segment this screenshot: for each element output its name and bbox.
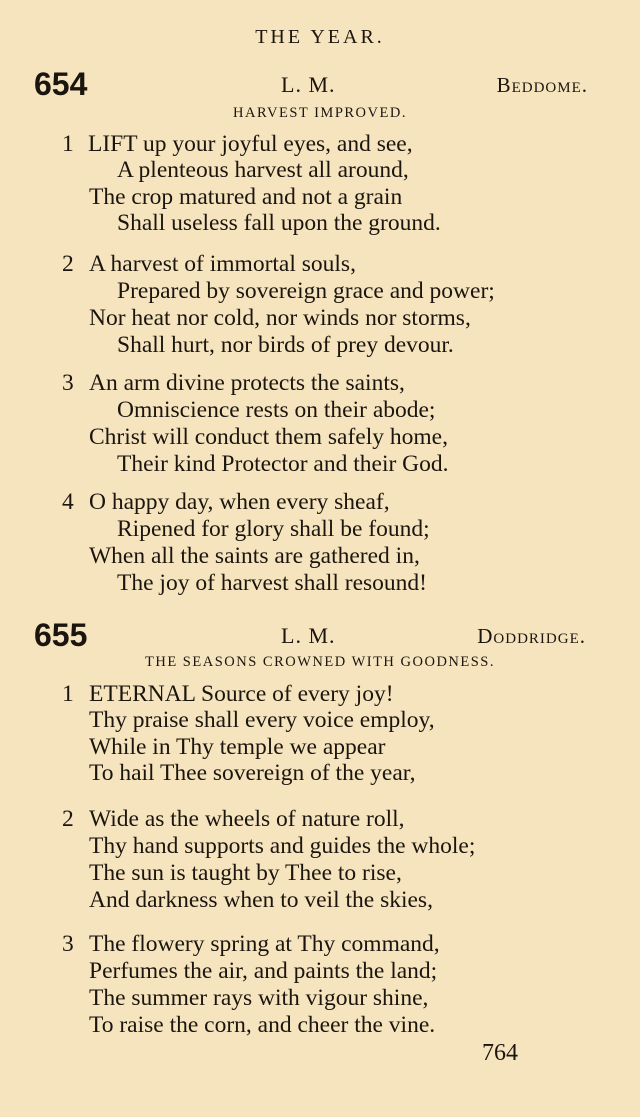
verse-line: Thy hand supports and guides the whole;: [89, 833, 476, 859]
verse-line: The sun is taught by Thee to rise,: [89, 860, 402, 886]
page-number: 764: [482, 1040, 518, 1066]
verse-line: O happy day, when every sheaf,: [89, 489, 390, 515]
running-head: THE YEAR.: [255, 26, 385, 48]
verse-line: And darkness when to veil the skies,: [89, 887, 433, 913]
verse-line: LIFT up your joyful eyes, and see,: [88, 131, 413, 157]
verse-number: 1: [62, 681, 74, 707]
hymn-meter: L. M.: [281, 72, 336, 97]
verse-number: 1: [62, 131, 74, 157]
verse-line: Prepared by sovereign grace and power;: [117, 278, 495, 304]
verse-line: Wide as the wheels of nature roll,: [89, 806, 405, 832]
verse-line: The joy of harvest shall resound!: [117, 570, 427, 596]
verse-line: ETERNAL Source of every joy!: [89, 681, 394, 707]
hymn-composer: Doddridge.: [477, 624, 586, 648]
verse-line: While in Thy temple we appear: [89, 734, 386, 760]
hymn-header: [0, 617, 640, 657]
hymn-header: [0, 66, 640, 106]
hymn-title: THE SEASONS CROWNED WITH GOODNESS.: [145, 654, 495, 670]
verse-number: 2: [62, 251, 74, 277]
verse-line: Nor heat nor cold, nor winds nor storms,: [89, 305, 471, 331]
verse-line: Shall useless fall upon the ground.: [117, 210, 441, 236]
hymn-composer: Beddome.: [496, 73, 588, 97]
verse-number: 4: [62, 489, 74, 515]
verse-line: The flowery spring at Thy command,: [89, 931, 440, 957]
verse-line: Thy praise shall every voice employ,: [89, 707, 435, 733]
verse-number: 2: [62, 806, 74, 832]
verse-line: A plenteous harvest all around,: [117, 157, 409, 183]
verse-number: 3: [62, 931, 74, 957]
verse-line: To hail Thee sovereign of the year,: [89, 760, 416, 786]
verse-line: Omniscience rests on their abode;: [117, 397, 436, 423]
hymn-title: HARVEST IMPROVED.: [233, 105, 407, 121]
verse-line: When all the saints are gathered in,: [89, 543, 420, 569]
verse-line: An arm divine protects the saints,: [89, 370, 405, 396]
verse-line: To raise the corn, and cheer the vine.: [89, 1012, 436, 1038]
hymn-meter: L. M.: [281, 623, 336, 648]
verse-line: A harvest of immortal souls,: [89, 251, 356, 277]
verse-line: The crop matured and not a grain: [89, 184, 403, 210]
verse-line: Christ will conduct them safely home,: [89, 424, 448, 450]
verse-line: The summer rays with vigour shine,: [89, 985, 429, 1011]
verse-line: Perfumes the air, and paints the land;: [89, 958, 438, 984]
hymn-number: 655: [34, 617, 88, 653]
verse-line: Their kind Protector and their God.: [117, 451, 449, 477]
verse-number: 3: [62, 370, 74, 396]
verse-line: Ripened for glory shall be found;: [117, 516, 430, 542]
hymn-number: 654: [34, 66, 88, 102]
verse-line: Shall hurt, nor birds of prey devour.: [117, 332, 454, 358]
